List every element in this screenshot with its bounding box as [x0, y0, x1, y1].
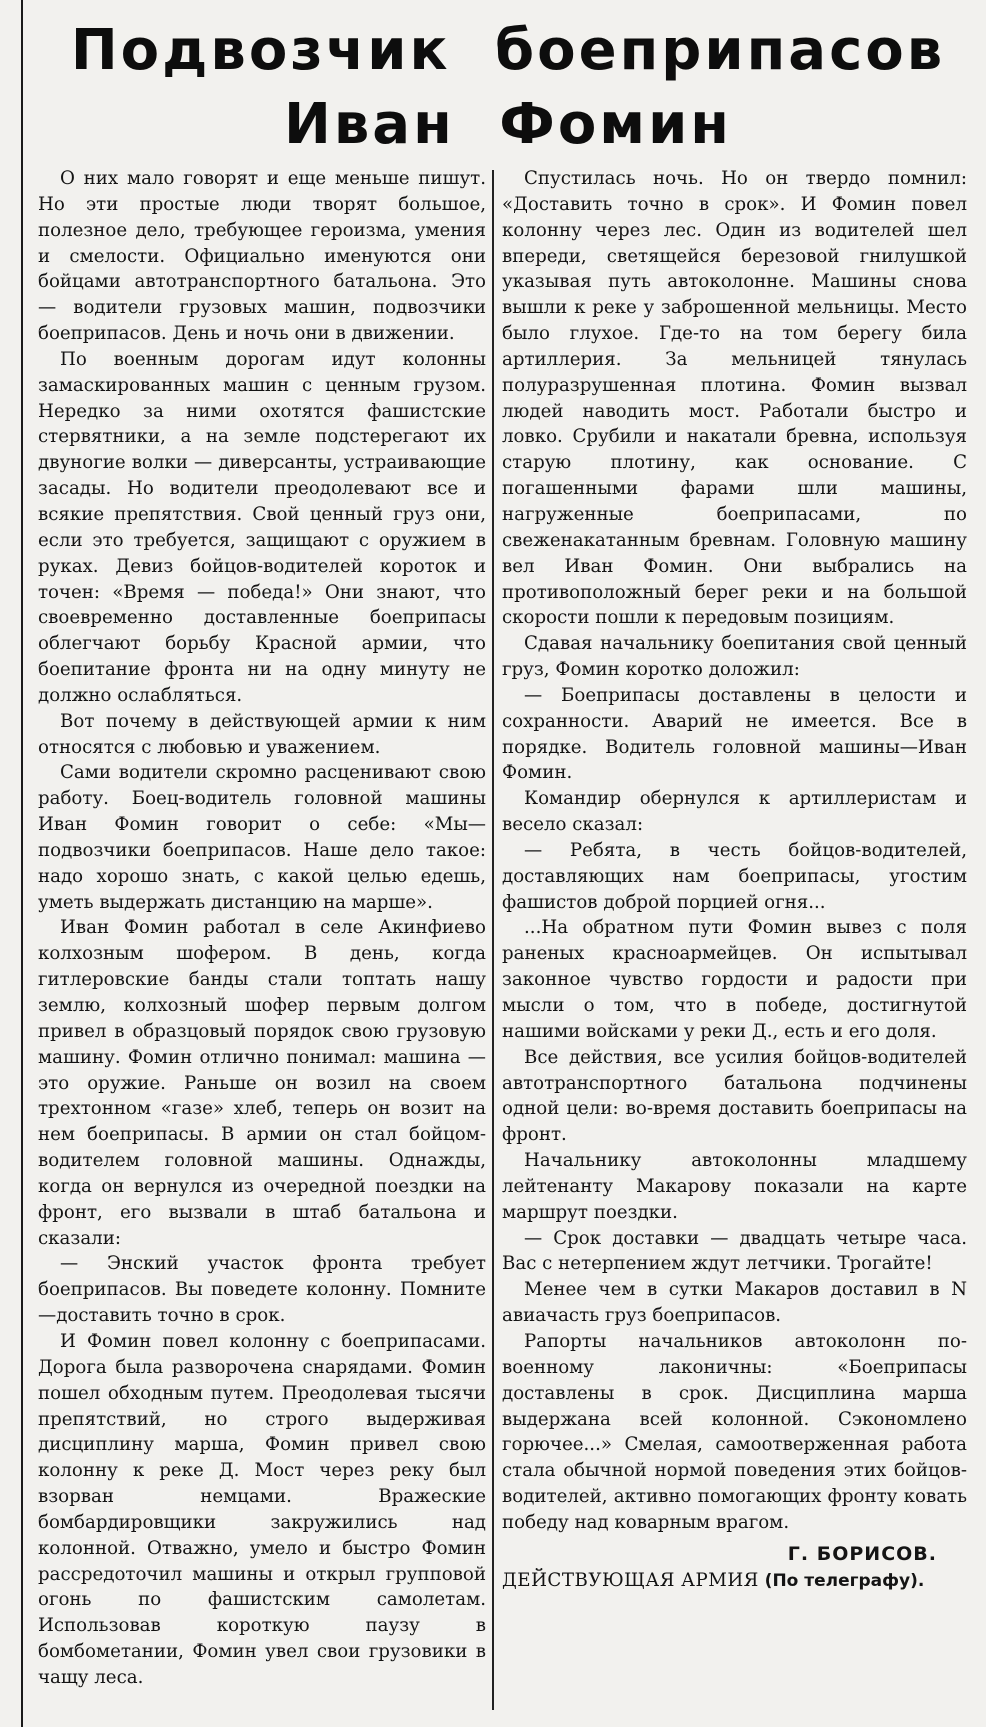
paragraph: — Срок доставки — двадцать четыре часа. Вас с нетерпением ждут летчики. Трогайте!	[502, 1227, 967, 1275]
paragraph: Все действия, все усилия бойцов-водителей автотранспортного батальона подчинены одной цели: во-время доставить боеприпасы на фронт.	[502, 1046, 967, 1146]
paragraph: — Ребята, в честь бойцов-водителей, доставляющих нам боеприпасы, угостим фашистов доброй порцией огня...	[502, 839, 967, 913]
article-headline	[30, 14, 986, 162]
paragraph: Начальнику автоколонны младшему лейтенанту Макарову показали на карте маршрут поездки.	[502, 1150, 967, 1223]
paragraph: Менее чем в сутки Макаров доставил в N авиачасть груз боеприпасов.	[502, 1279, 967, 1327]
paragraph: Иван Фомин работал в селе Акинфиево колхозным шофером. В день, когда гитлеровские банды стали топтать нашу землю, колхозный шофер первым долгом привел в образцовый порядок свою грузовую машину. Фомин отлично понимал: машина — это оружие. Раньше он возил на своем трехтонном «газе» хлеб, теперь он возит на нем боеприпасы. В армии он стал бойцом-водителем головной машины. Однажды, когда он вернулся из очередной поездки на фронт, его вызвали в штаб батальона и сказали:	[38, 917, 486, 1249]
dateline	[502, 1568, 967, 1595]
paragraph: — Энский участок фронта требует боеприпасов. Вы поведете колонну. Помните—доставить точно в срок.	[38, 1253, 486, 1327]
paragraph: О них мало говорят и еще меньше пишут. Но эти простые люди творят большое, полезное дело, требующее героизма, умения и смелости. Официально именуются они бойцами автотранспортного батальона. Это — водители грузовых машин, подвозчики боеприпасов. День и ночь они в движении.	[38, 168, 486, 345]
dateline-place: ДЕЙСТВУЮЩАЯ АРМИЯ	[502, 1569, 759, 1591]
author-signature: Г. БОРИСОВ.	[787, 1542, 937, 1565]
paragraph: Рапорты начальников автоколонн по-военному лаконичны: «Боеприпасы доставлены в срок. Дисциплина марша выдержана всей колонной. Сэкономлено горючее...» Смелая, самоотверженная работа стала обычной нормой поведения этих бойцов-водителей, активно помогающих фронту ковать победу над коварным врагом.	[502, 1330, 967, 1533]
paragraph: Командир обернулся к артиллеристам и весело сказал:	[502, 788, 967, 836]
headline-line-1: Подвозчик боеприпасов	[70, 18, 946, 83]
paragraph: Сдавая начальнику боепитания свой ценный груз, Фомин коротко доложил:	[502, 633, 967, 681]
paragraph: И Фомин повел колонну с боеприпасами. Дорога была разворочена снарядами. Фомин пошел обходным путем. Преодолевая тысячи препятствий, но строго выдерживая дисциплину марша, Фомин привел свою колонну к реке Д. Мост через реку был взорван немцами. Вражеские бомбардировщики закружились над колонной. Отважно, умело и быстро Фомин рассредоточил машины и открыл групповой огонь по фашистским самолетам. Использовав короткую паузу в бомбометании, Фомин увел свои грузовики в чащу леса.	[38, 1330, 486, 1688]
headline-line-2: Иван Фомин	[284, 92, 732, 157]
paragraph: Спустилась ночь. Но он твердо помнил: «Доставить точно в срок». И Фомин повел колонну через лес. Один из водителей шел впереди, светящейся березовой гнилушкой указывая путь автоколонне. Машины снова вышли к реке у заброшенной мельницы. Место было глухое. Где-то на том берегу била артиллерия. За мельницей тянулась полуразрушенная плотина. Фомин вызвал людей наводить мост. Работали быстро и ловко. Срубили и накатали бревна, используя старую плотину, как основание. С погашенными фарами шли машины, нагруженные боеприпасами, по свеженакатанным бревнам. Головную машину вел Иван Фомин. Они выбрались на противоположный берег реки и на большой скорости пошли к передовым позициям.	[502, 168, 967, 629]
dateline-source: (По телеграфу).	[764, 1570, 925, 1591]
page-left-border	[21, 0, 23, 1727]
column-divider	[492, 170, 494, 1710]
article-column-left	[38, 166, 486, 1691]
paragraph: Сами водители скромно расценивают свою работу. Боец-водитель головной машины Иван Фомин говорит о себе: «Мы—подвозчики боеприпасов. Наше дело такое: надо хорошо знать, с какой целью едешь, уметь выдержать дистанцию на марше».	[38, 762, 486, 913]
paragraph: Вот почему в действующей армии к ним относятся с любовью и уважением.	[38, 710, 486, 758]
paragraph: ...На обратном пути Фомин вывез с поля раненых красноармейцев. Он испытывал законное чувство гордости и радости при мысли о том, что в победе, достигнутой нашими войсками у реки Д., есть и его доля.	[502, 917, 967, 1042]
paragraph: По военным дорогам идут колонны замаскированных машин с ценным грузом. Нередко за ними охотятся фашистские стервятники, а на земле подстерегают их двуногие волки — диверсанты, устраивающие засады. Но водители преодолевают все и всякие препятствия. Свой ценный груз они, если это требуется, защищают с оружием в руках. Девиз бойцов-водителей короток и точен: «Время — победа!» Они знают, что своевременно доставленные боеприпасы облегчают борьбу Красной армии, что боепитание фронта ни на одну минуту не должно ослабляться.	[38, 348, 486, 706]
paragraph: — Боеприпасы доставлены в целости и сохранности. Аварий не имеется. Все в порядке. Водитель головной машины—Иван Фомин.	[502, 684, 967, 784]
article-column-right	[502, 166, 967, 1594]
